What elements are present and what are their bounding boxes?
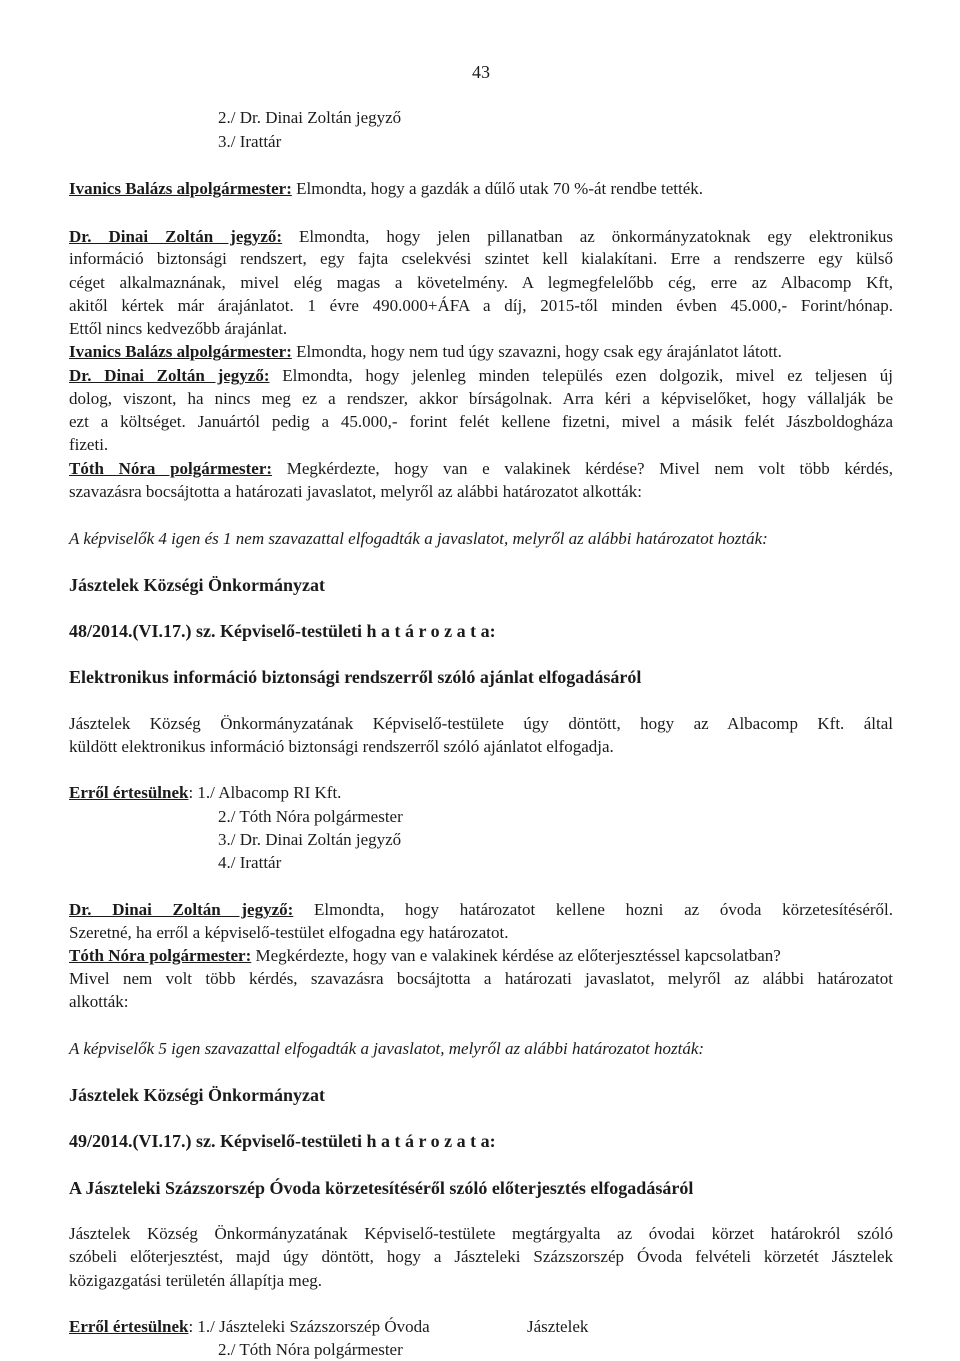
council-name: Jásztelek Községi Önkormányzat xyxy=(69,575,325,595)
notify-item: 2./ Tóth Nóra polgármester xyxy=(218,807,403,826)
resolution-body-line: Jásztelek Község Önkormányzatának Képviselő-testülete megtárgyalta az óvodai körzet határokról szóló xyxy=(69,1224,893,1243)
paragraph-ivanics-2 xyxy=(69,341,893,363)
paragraph-line: akitől kértek már árajánlatot. 1 évre 490.000+ÁFA a díj, 2015-től minden évben 45.000,- Forint/hónap. xyxy=(69,296,893,315)
resolution-body-line: közigazgatási területén állapítja meg. xyxy=(69,1271,322,1290)
paragraph-toth-2-line xyxy=(69,945,893,967)
list-item: 3./ Irattár xyxy=(218,132,282,151)
paragraph-dinai-3-line xyxy=(69,899,893,921)
notify-item: : 1./ Albacomp RI Kft. xyxy=(188,783,342,802)
paragraph-ivanics-1 xyxy=(69,178,893,200)
vote-result-2: A képviselők 5 igen szavazattal elfogadták a javaslatot, melyről az alábbi határozatot hozták: xyxy=(69,1039,705,1058)
paragraph-toth-1-line xyxy=(69,458,893,480)
resolution-title: A Jászteleki Százszorszép Óvoda körzetesítéséről szóló előterjesztés elfogadásáról xyxy=(69,1178,694,1198)
paragraph-line: szavazásra bocsájtotta a határozati javaslatot, melyről az alábbi határozatot alkották: xyxy=(69,482,643,501)
notify-list xyxy=(69,1316,893,1338)
paragraph-line: dolog, viszont, ha nincs meg ez a rendszer, akkor bírságolnak. Arra kéri a képviselőket, hogy vállalják be xyxy=(69,389,893,408)
notify-label: Erről értesülnek xyxy=(69,783,189,802)
paragraph-line: fizeti. xyxy=(69,435,109,454)
paragraph-text: Megkérdezte, hogy van e valakinek kérdése az előterjesztéssel kapcsolatban? xyxy=(251,946,781,965)
page-number: 43 xyxy=(472,62,490,82)
paragraph-text: Elmondta, hogy a gazdák a dűlő utak 70 %-át rendbe tették. xyxy=(291,179,704,198)
paragraph-text: Elmondta, hogy jelen pillanatban az önkormányzatoknak egy elektronikus xyxy=(282,227,893,246)
speaker-name: Dr. Dinai Zoltán jegyző: xyxy=(69,900,294,919)
notify-list xyxy=(69,782,893,804)
speaker-name: Tóth Nóra polgármester: xyxy=(69,459,273,478)
paragraph-text: Megkérdezte, hogy van e valakinek kérdése? Mivel nem volt több kérdés, xyxy=(272,459,893,478)
speaker-name: Ivanics Balázs alpolgármester: xyxy=(69,342,292,361)
paragraph-text: Elmondta, hogy jelenleg minden település ezen dolgozik, mivel ez teljesen új xyxy=(269,366,893,385)
resolution-number: 49/2014.(VI.17.) sz. Képviselő-testületi h a t á r o z a t a: xyxy=(69,1131,496,1151)
council-name: Jásztelek Községi Önkormányzat xyxy=(69,1085,325,1105)
paragraph-line: információ biztonsági rendszert, egy fajta cselekvési szintet kell kialakítani. Erre a rendszerre egy külső xyxy=(69,249,893,268)
paragraph-line: Mivel nem volt több kérdés, szavazásra bocsájtotta a határozati javaslatot, melyről az alábbi határozatot xyxy=(69,969,893,988)
paragraph-line: Szeretné, ha erről a képviselő-testület elfogadna egy határozatot. xyxy=(69,923,509,942)
resolution-number: 48/2014.(VI.17.) sz. Képviselő-testületi h a t á r o z a t a: xyxy=(69,621,496,641)
speaker-name: Dr. Dinai Zoltán jegyző: xyxy=(69,227,283,246)
notify-item: : 1./ Jászteleki Százszorszép Óvoda xyxy=(188,1317,430,1336)
notify-label: Erről értesülnek xyxy=(69,1317,189,1336)
notify-item: 4./ Irattár xyxy=(218,853,282,872)
speaker-name: Tóth Nóra polgármester: xyxy=(69,946,252,965)
paragraph-text: Elmondta, hogy nem tud úgy szavazni, hogy csak egy árajánlatot látott. xyxy=(291,342,782,361)
notify-item-location: Jásztelek xyxy=(527,1317,589,1336)
paragraph-dinai-2-line xyxy=(69,365,893,387)
resolution-title: Elektronikus információ biztonsági rendszerről szóló ajánlat elfogadásáról xyxy=(69,667,642,687)
list-item: 2./ Dr. Dinai Zoltán jegyző xyxy=(218,108,402,127)
paragraph-line: alkották: xyxy=(69,992,129,1011)
notify-item: 2./ Tóth Nóra polgármester xyxy=(218,1340,403,1359)
speaker-name: Dr. Dinai Zoltán jegyző: xyxy=(69,366,270,385)
speaker-name: Ivanics Balázs alpolgármester: xyxy=(69,179,292,198)
resolution-body-line: szóbeli előterjesztést, majd úgy döntött, hogy a Jászteleki Százszorszép Óvoda felvételi körzetét Jásztelek xyxy=(69,1247,893,1266)
vote-result-1: A képviselők 4 igen és 1 nem szavazattal elfogadták a javaslatot, melyről az alábbi határozatot hozták: xyxy=(69,529,768,548)
notify-item: 3./ Dr. Dinai Zoltán jegyző xyxy=(218,830,402,849)
paragraph-line: céget alkalmaznának, mivel elég magas a követelmény. A legmegfelelőbb cég, erre az Albacomp Kft, xyxy=(69,273,893,292)
paragraph-dinai-1-line xyxy=(69,226,893,248)
resolution-body-line: Jásztelek Község Önkormányzatának Képviselő-testülete úgy döntött, hogy az Albacomp Kft. által xyxy=(69,714,893,733)
resolution-body-line: küldött elektronikus információ biztonsági rendszerről szóló ajánlatot elfogadja. xyxy=(69,737,614,756)
paragraph-line: ezt a költséget. Januártól pedig a 45.000,- forint felét kellene fizetni, mivel a másik felét Jászboldogháza xyxy=(69,412,893,431)
paragraph-text: Elmondta, hogy határozatot kellene hozni az óvoda körzetesítéséről. xyxy=(293,900,893,919)
paragraph-line: Ettől nincs kedvezőbb árajánlat. xyxy=(69,319,288,338)
